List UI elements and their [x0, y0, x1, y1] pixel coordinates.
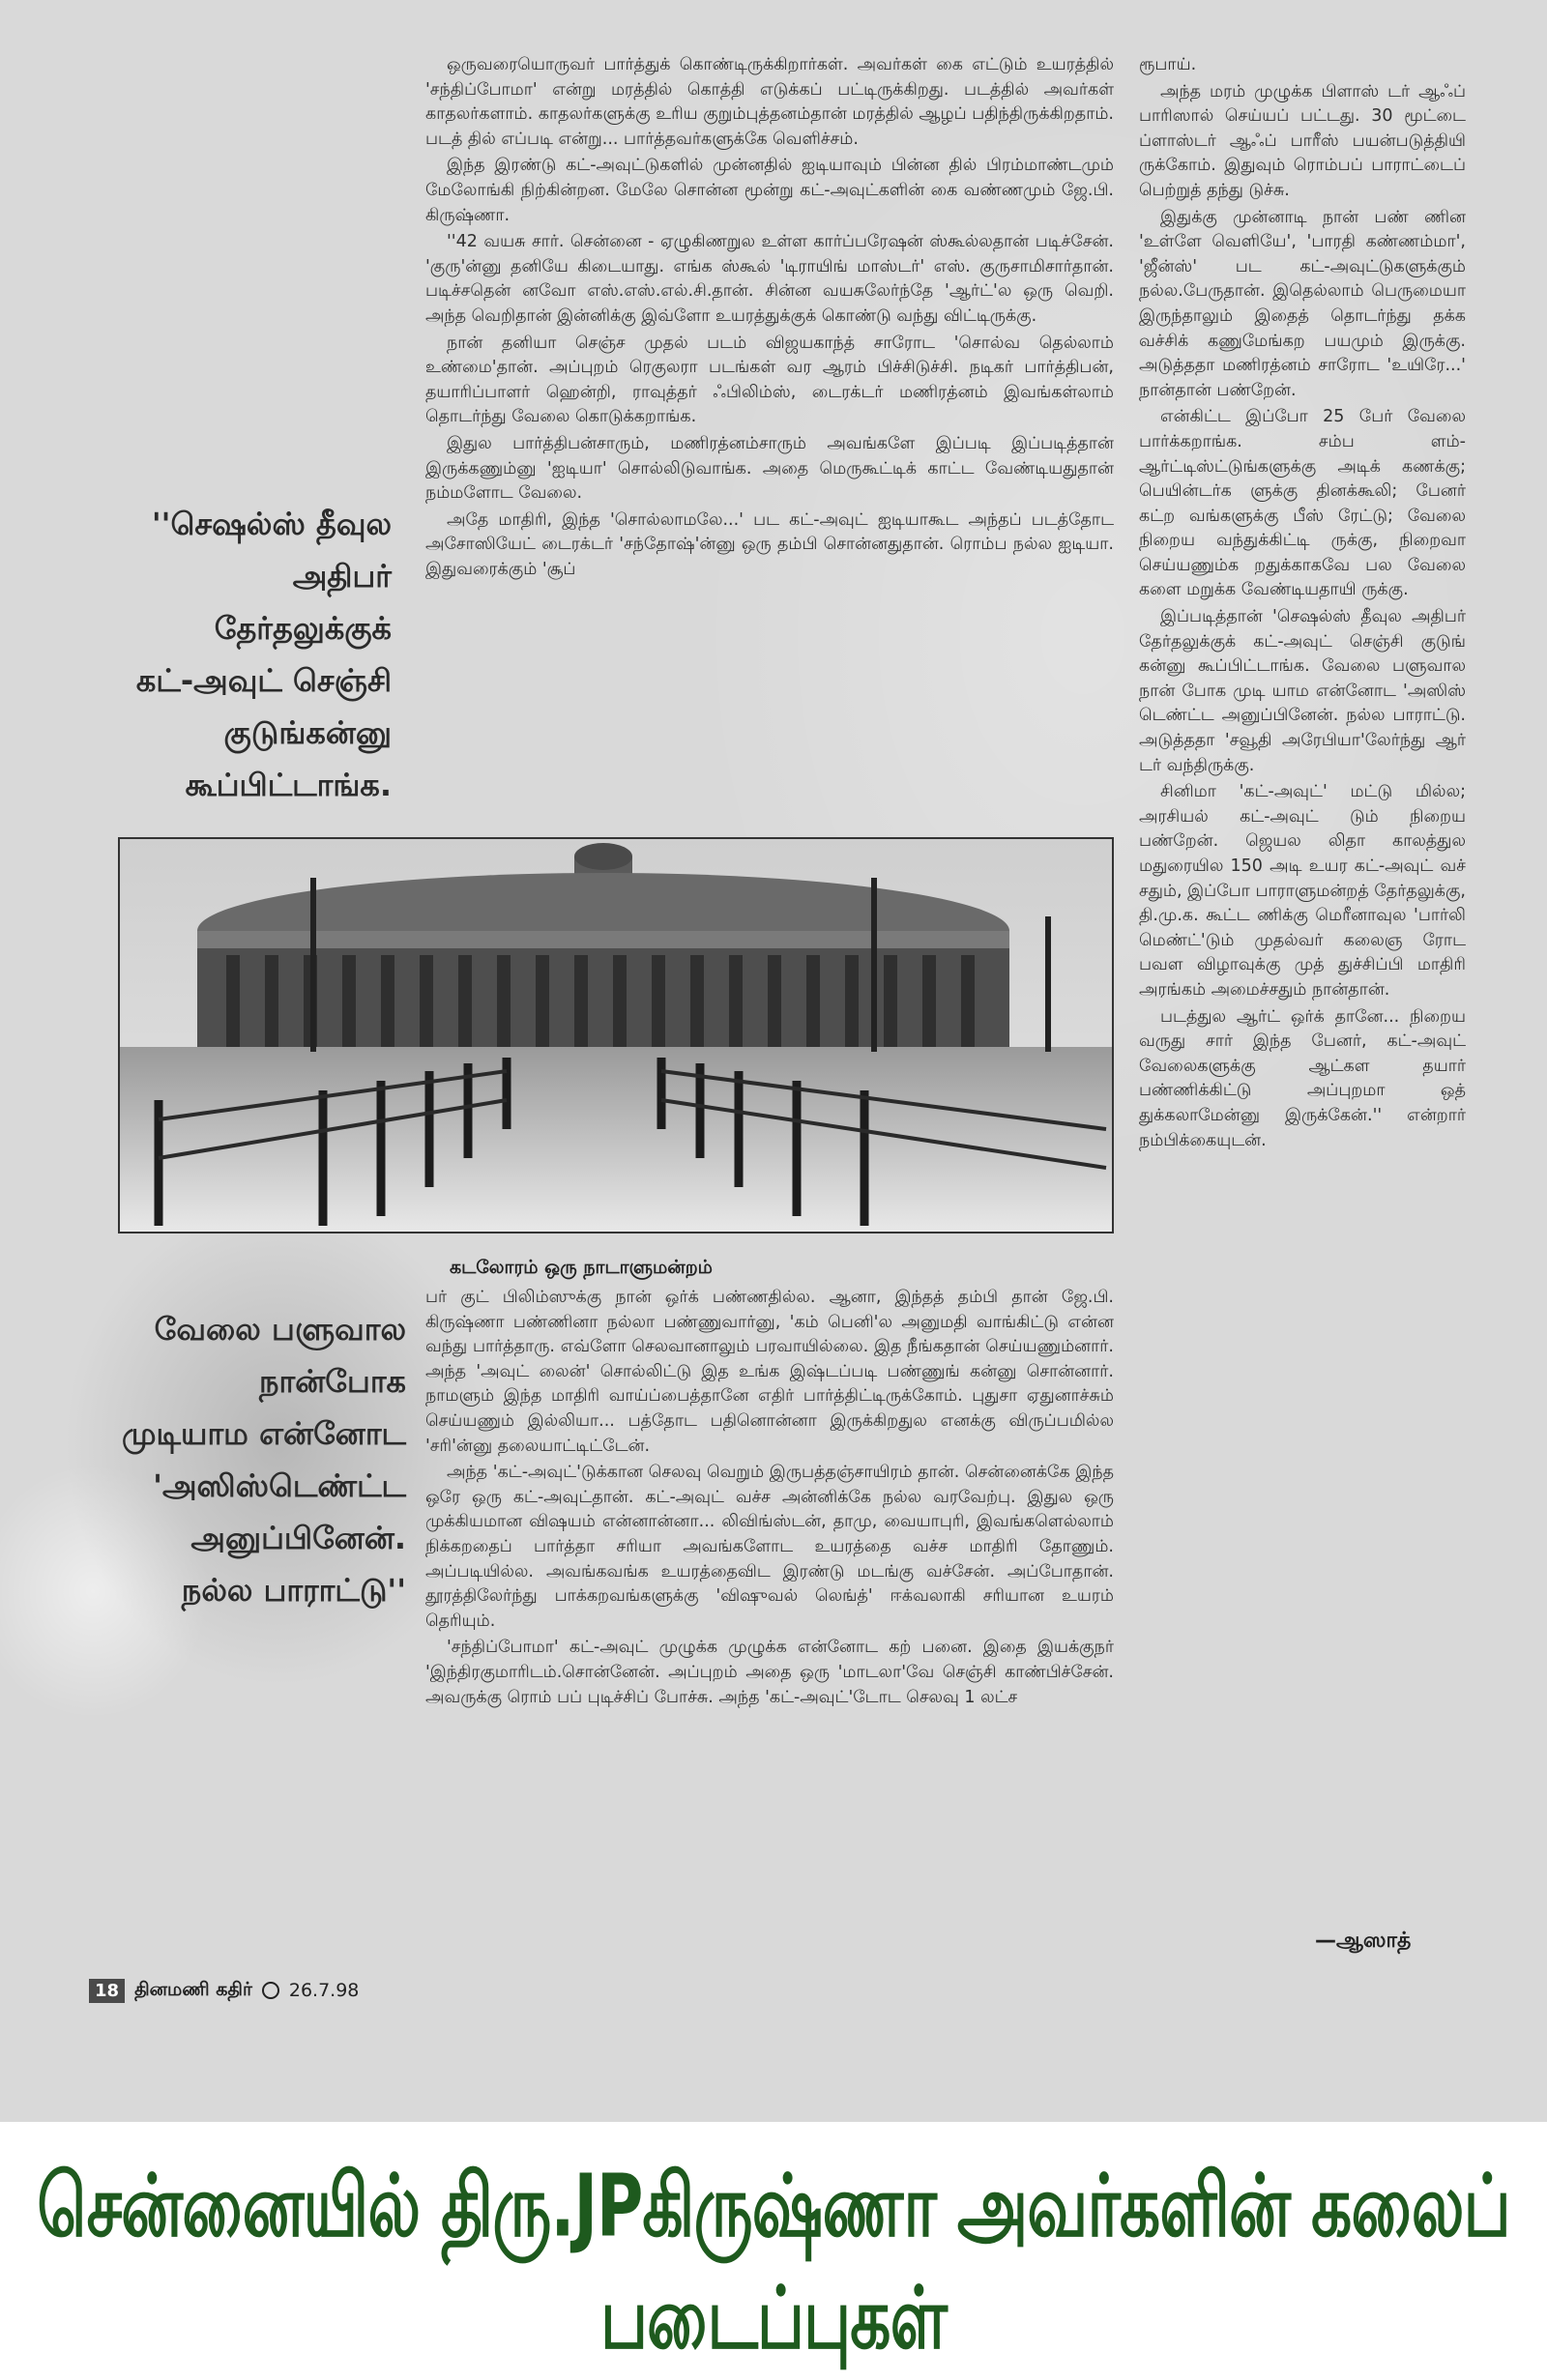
- paragraph: இந்த இரண்டு கட்-அவுட்டுகளில் முன்னதில் ஐடியாவும் பின்ன தில் பிரம்மாண்டமும் மேலோங்கி நிற்கின்றன. மேலே சொன்ன மூன்று கட்-அவுட்களின் கை வண்ணமும் ஜே.பி. கிருஷ்ணா.: [425, 156, 1114, 225]
- pull-quote-line: குடுங்கன்னு: [223, 714, 392, 751]
- paragraph: ஒருவரையொருவர் பார்த்துக் கொண்டிருக்கிறார்கள். அவர்கள் கை எட்டும் உயரத்தில் 'சந்திப்போமா' என்று மரத்தில் கொத்தி எடுக்கப் பட்டிருக்கிறது. படத்தில் அவர்கள் காதலர்களாம். காதலர்களுக்கு உரிய குறும்புத்தனம்தான் மரத்தில் ஆழப் பதிந்திருக்கிறதாம். படத் தில் எப்படி என்று... பார்த்தவர்களுக்கே வெளிச்சம்.: [425, 55, 1114, 149]
- paragraph: பர் குட் பிலிம்ஸுக்கு நான் ஒர்க் பண்ணதில்ல. ஆனா, இந்தத் தம்பி தான் ஜே.பி. கிருஷ்ணா பண்ணினா நல்லா பண்ணுவார்னு, 'கம் பெனி'ல அனுமதி வாங்கிட்டு என்ன வந்து பார்த்தாரு. எவ்ளோ செலவானாலும் பரவாயில்லை. இத நீங்கதான் செய்யணும்னார். அந்த 'அவுட் லைன்' சொல்லிட்டு இத உங்க இஷ்டப்படி பண்ணுங் கன்னு சொன்னார். நாமளும் இந்த மாதிரி வாய்ப்பைத்தானே எதிர் பார்த்திட்டிருக்கோம். புதுசா ஏதுனாச்சும் செய்யணும் இல்லியா... பத்தோட பதினொன்னா இருக்கிறதுல எனக்கு விருப்பமில்ல 'சரி'ன்னு தலையாட்டிட்டேன்.: [425, 1288, 1114, 1456]
- page-footer: [89, 1976, 359, 2005]
- circle-icon: [262, 1982, 279, 1999]
- paragraph: அந்த மரம் முழுக்க பிளாஸ் டர் ஆஃப் பாரிஸால் செய்யப் பட்டது. 30 மூட்டை ப்ளாஸ்டர் ஆஃப் பாரீஸ் பயன்படுத்தியி ருக்கோம். இதுவும் ரொம்பப் பாராட்டைப் பெற்றுத் தந்து டுச்சு.: [1139, 81, 1466, 200]
- article-column-middle-top: [425, 53, 1114, 584]
- paragraph: படத்துல ஆர்ட் ஒர்க் தானே... நிறைய வருது சார் இந்த பேனர், கட்-அவுட் வேலைகளுக்கு ஆட்கள தயார் பண்ணிக்கிட்டு அப்புறமா ஒத் துக்கலாமேன்னு இருக்கேன்.'' என்றார் நம்பிக்கையுடன்.: [1139, 1006, 1466, 1150]
- paragraph: இதுக்கு முன்னாடி நான் பண் ணின 'உள்ளே வெளியே', 'பாரதி கண்ணம்மா', 'ஜீன்ஸ்' பட கட்-அவுட்டுகளுக்கும் நல்ல.பேருதான். இதெல்லாம் பெருமையா இருந்தாலும் இதைத் தொடர்ந்து தக்க வச்சிக் கணுமேங்கற பயமும் இருக்கு. அடுத்ததா மணிரத்னம் சாரோட 'உயிரே...' நான்தான் பண்றேன்.: [1139, 207, 1466, 400]
- photo-illustration: [120, 839, 1112, 1232]
- paragraph: ரூபாய்.: [1139, 55, 1197, 74]
- pull-quote-line: கூப்பிட்டாங்க.: [185, 767, 392, 803]
- pull-quote-line: முடியாம என்னோட: [122, 1415, 406, 1452]
- pull-quote-line: நல்ல பாராட்டு'': [181, 1572, 406, 1609]
- pull-quote-line: வேலை பளுவால: [154, 1311, 406, 1348]
- pull-quote-line: நான்போக: [259, 1363, 406, 1400]
- pull-quote-line: தேர்தலுக்குக்: [214, 610, 392, 647]
- page-number: 18: [89, 1979, 125, 2003]
- paragraph: 'சந்திப்போமா' கட்-அவுட் முழுக்க முழுக்க என்னோட கற் பனை. இதை இயக்குநர் 'இந்திரகுமாரிடம்.சொன்னேன். அப்புறம் அதை ஒரு 'மாடலா'வே செஞ்சி காண்பிச்சேன். அவருக்கு ரொம் பப் புடிச்சிப் போச்சு. அந்த 'கட்-அவுட்'டோட செலவு 1 லட்ச: [425, 1638, 1114, 1707]
- photo-caption: கடலோரம் ஒரு நாடாளுமன்றம்: [450, 1257, 713, 1278]
- author-signature: —ஆஸாத்: [1315, 1929, 1412, 1953]
- pull-quote-line: அனுப்பினேன்.: [190, 1520, 406, 1556]
- pull-quote-line: ''செஷல்ஸ் தீவுல: [151, 506, 392, 542]
- paragraph: இதுல பார்த்திபன்சாரும், மணிரத்னம்சாரும் அவங்களே இப்படி இப்படித்தான் இருக்கணும்னு 'ஐடியா' சொல்லிடுவாங்க. அதை மெருகூட்டிக் காட்ட வேண்டியதுதான் நம்மளோட வேலை.: [425, 433, 1114, 504]
- pull-quote-line: கட்-அவுட் செஞ்சி: [135, 662, 392, 699]
- banner-title: சென்னையில் திரு.JPகிருஷ்ணா அவர்களின் கலைப் படைப்புகள்: [37, 2156, 1510, 2369]
- paragraph: ''42 வயசு சார். சென்னை - ஏழுகிணறுல உள்ள கார்ப்பரேஷன் ஸ்கூல்லதான் படிச்சேன். 'குரு'ன்னு தனியே கிடையாது. எங்க ஸ்கூல் 'டிராயிங் மாஸ்டர்' எஸ். குருசாமிசார்தான். படிச்சதென் னவோ எஸ்.எஸ்.எல்.சி.தான். சின்ன வயசுலேர்ந்தே 'ஆர்ட்'ல ஒரு வெறி. அந்த வெறிதான் இன்னிக்கு இவ்ளோ உயரத்துக்குக் கொண்டு வந்து விட்டிருக்கு.: [425, 232, 1114, 326]
- paragraph: அந்த 'கட்-அவுட்'டுக்கான செலவு வெறும் இருபத்தஞ்சாயிரம் தான். சென்னைக்கே இந்த ஒரே ஒரு கட்-அவுட்தான். கட்-அவுட் வச்ச அன்னிக்கே நல்ல வரவேற்பு. இதுல ஒரு முக்கியமான விஷயம் என்னான்னா... லிவிங்ஸ்டன், தாமு, வையாபுரி, இவங்களெல்லாம் நிக்கறதைப் பார்த்தா சரியா அவங்களோட உயரத்தை வச்ச மாதிரி தோணும். அப்படியில்ல. அவங்கவங்க உயரத்தைவிட இரண்டு மடங்கு வச்சேன். அப்போதான். தூரத்திலேர்ந்து பாக்கறவங்களுக்கு 'விஷுவல் லெங்த்' ஈக்வலாகி சரியான உயரம் தெரியும்.: [425, 1463, 1114, 1631]
- pull-quote-line: 'அஸிஸ்டெண்ட்ட: [153, 1467, 406, 1504]
- pull-quote-seychelles: [106, 498, 392, 811]
- pull-quote-line: அதிபர்: [292, 558, 392, 595]
- publication-name: தினமணி கதிர்: [134, 1978, 252, 2000]
- parliament-cutout-photo: [118, 837, 1114, 1234]
- paragraph: சினிமா 'கட்-அவுட்' மட்டு மில்ல; அரசியல் கட்-அவுட் டும் நிறைய பண்றேன். ஜெயல லிதா காலத்துல மதுரையில 150 அடி உயர கட்-அவுட் வச் சதும், இப்போ பாராளுமன்றத் தேர்தலுக்கு, தி.மு.க. கூட்ட ணிக்கு மெரீனாவுல 'பார்லி மெண்ட்'டும் முதல்வர் கலைஞ ரோட பவள விழாவுக்கு முத் துச்சிப்பி மாதிரி அரங்கம் அமைச்சதும் நான்தான்.: [1139, 782, 1466, 1000]
- article-column-right: [1139, 53, 1466, 1155]
- paragraph: அதே மாதிரி, இந்த 'சொல்லாமலே...' பட கட்-அவுட் ஐடியாகூட அந்தப் படத்தோட அசோஸியேட் டைரக்டர் 'சந்தோஷ்'ன்னு ஒரு தம்பி சொன்னதுதான். ரொம்ப நல்ல ஐடியா. இதுவரைக்கும் 'சூப்: [425, 509, 1114, 579]
- article-column-middle-bottom: [425, 1286, 1114, 1712]
- publication-date: 26.7.98: [288, 1980, 360, 2001]
- paragraph: இப்படித்தான் 'செஷல்ஸ் தீவுல அதிபர் தேர்தலுக்குக் கட்-அவுட் செஞ்சி குடுங் கன்னு கூப்பிட்டாங்க. வேலை பளுவால நான் போக முடி யாம என்னோட 'அஸிஸ் டெண்ட்ட அனுப்பினேன். நல்ல பாராட்டு. அடுத்ததா 'சவூதி அரேபியா'லேர்ந்து ஆர் டர் வந்திருக்கு.: [1139, 607, 1466, 775]
- paragraph: நான் தனியா செஞ்ச முதல் படம் விஜயகாந்த் சாரோட 'சொல்வ தெல்லாம் உண்மை'தான். அப்புறம் ரெகுலரா படங்கள் வர ஆரம் பிச்சிடுச்சி. நடிகர் பார்த்திபன், தயாரிப்பாளர் ஹென்றி, ராவுத்தர் ஃபிலிம்ஸ், டைரக்டர் மணிரத்னம் இவங்கள்லாம் தொடர்ந்து வேலை கொடுக்கறாங்க.: [425, 333, 1114, 427]
- paragraph: என்கிட்ட இப்போ 25 பேர் வேலை பார்க்கறாங்க. சம்ப ளம்- ஆர்ட்டிஸ்ட்டுங்களுக்கு அடிக் கணக்கு; பெயின்டர்க ளுக்கு தினக்கூலி; பேனர் கட்ற வங்களுக்கு பீஸ் ரேட்டு; வேலை நிறைய வந்துக்கிட்டி ருக்கு, நிறைவா செய்யணும்க றதுக்காகவே பல வேலை களை மறுக்க வேண்டியதாயி ருக்கு.: [1139, 407, 1466, 600]
- pull-quote-assistant: [106, 1303, 406, 1616]
